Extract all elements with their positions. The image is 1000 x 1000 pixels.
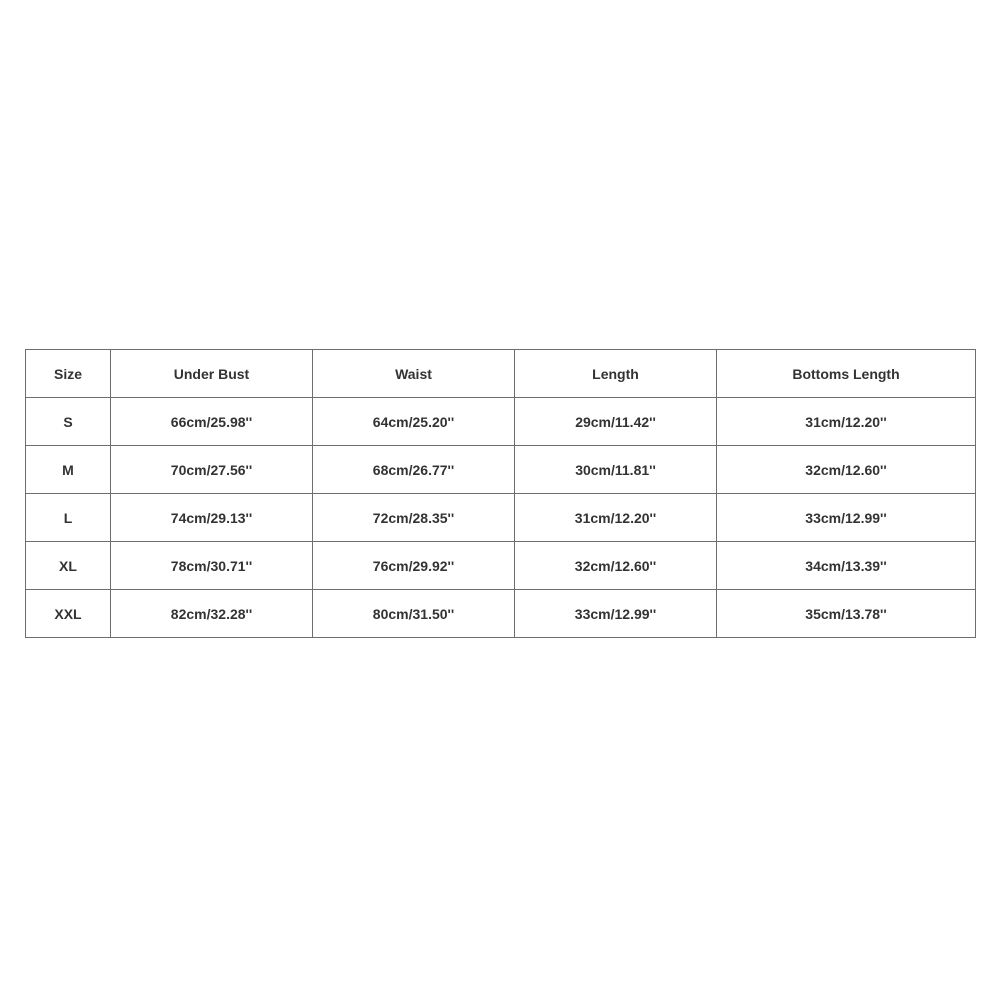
table-row	[26, 494, 976, 542]
header-under-bust: Under Bust	[111, 350, 313, 398]
cell-size: XL	[26, 542, 111, 590]
header-size: Size	[26, 350, 111, 398]
header-waist: Waist	[313, 350, 515, 398]
cell-size: M	[26, 446, 111, 494]
cell-under-bust: 82cm/32.28''	[111, 590, 313, 638]
cell-waist: 72cm/28.35''	[313, 494, 515, 542]
cell-size: XXL	[26, 590, 111, 638]
cell-waist: 76cm/29.92''	[313, 542, 515, 590]
cell-length: 29cm/11.42''	[515, 398, 717, 446]
cell-length: 30cm/11.81''	[515, 446, 717, 494]
cell-size: S	[26, 398, 111, 446]
cell-length: 33cm/12.99''	[515, 590, 717, 638]
table-row	[26, 542, 976, 590]
header-row	[26, 350, 976, 398]
cell-under-bust: 74cm/29.13''	[111, 494, 313, 542]
cell-waist: 80cm/31.50''	[313, 590, 515, 638]
cell-bottoms-length: 32cm/12.60''	[717, 446, 976, 494]
cell-waist: 68cm/26.77''	[313, 446, 515, 494]
table-row	[26, 446, 976, 494]
cell-under-bust: 78cm/30.71''	[111, 542, 313, 590]
cell-size: L	[26, 494, 111, 542]
header-length: Length	[515, 350, 717, 398]
size-chart-table	[25, 349, 976, 638]
cell-length: 32cm/12.60''	[515, 542, 717, 590]
cell-bottoms-length: 34cm/13.39''	[717, 542, 976, 590]
table-row	[26, 590, 976, 638]
cell-under-bust: 66cm/25.98''	[111, 398, 313, 446]
cell-length: 31cm/12.20''	[515, 494, 717, 542]
table-row	[26, 398, 976, 446]
cell-bottoms-length: 33cm/12.99''	[717, 494, 976, 542]
cell-waist: 64cm/25.20''	[313, 398, 515, 446]
cell-bottoms-length: 31cm/12.20''	[717, 398, 976, 446]
cell-bottoms-length: 35cm/13.78''	[717, 590, 976, 638]
header-bottoms-length: Bottoms Length	[717, 350, 976, 398]
cell-under-bust: 70cm/27.56''	[111, 446, 313, 494]
